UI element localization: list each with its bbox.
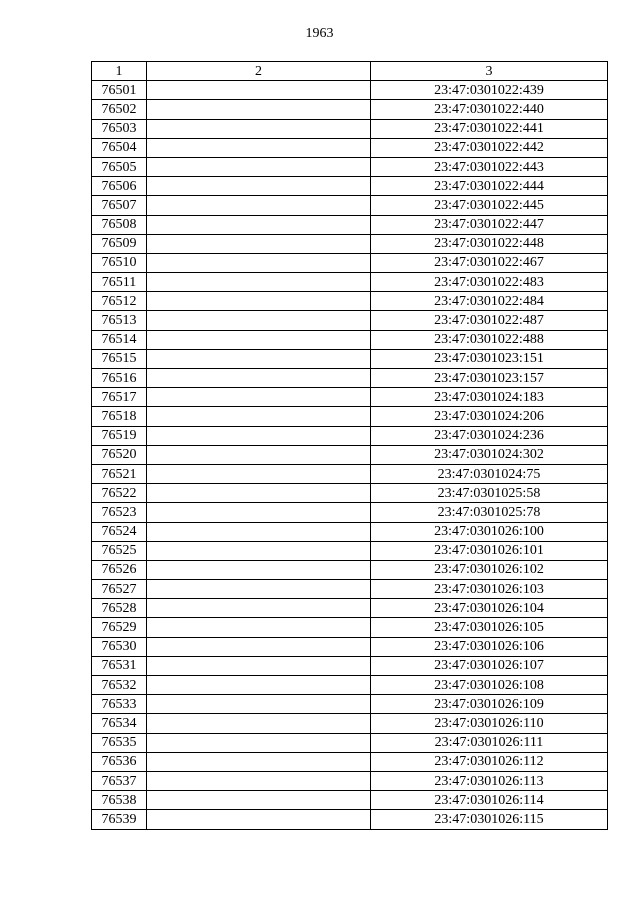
- row-number-cell: 76537: [92, 771, 147, 790]
- table-row: [92, 445, 608, 464]
- cadastral-number-cell: 23:47:0301023:157: [371, 369, 608, 388]
- empty-cell: [147, 215, 371, 234]
- empty-cell: [147, 791, 371, 810]
- cadastral-number-cell: 23:47:0301022:439: [371, 81, 608, 100]
- cadastral-number-cell: 23:47:0301022:488: [371, 330, 608, 349]
- column-header-3: 3: [371, 62, 608, 81]
- empty-cell: [147, 369, 371, 388]
- empty-cell: [147, 771, 371, 790]
- cadastral-number-cell: 23:47:0301026:104: [371, 599, 608, 618]
- table-row: [92, 369, 608, 388]
- cadastral-number-cell: 23:47:0301022:448: [371, 234, 608, 253]
- cadastral-number-cell: 23:47:0301026:112: [371, 752, 608, 771]
- cadastral-number-cell: 23:47:0301026:113: [371, 771, 608, 790]
- table-row: [92, 253, 608, 272]
- cadastral-number-cell: 23:47:0301024:236: [371, 426, 608, 445]
- table-row: [92, 522, 608, 541]
- cadastral-number-cell: 23:47:0301025:78: [371, 503, 608, 522]
- row-number-cell: 76517: [92, 388, 147, 407]
- page-number: 1963: [305, 26, 334, 41]
- cadastral-number-cell: 23:47:0301026:103: [371, 580, 608, 599]
- table-row: [92, 100, 608, 119]
- empty-cell: [147, 273, 371, 292]
- row-number-cell: 76516: [92, 369, 147, 388]
- row-number-cell: 76521: [92, 464, 147, 483]
- empty-cell: [147, 503, 371, 522]
- empty-cell: [147, 560, 371, 579]
- row-number-cell: 76534: [92, 714, 147, 733]
- table-row: [92, 791, 608, 810]
- empty-cell: [147, 388, 371, 407]
- empty-cell: [147, 618, 371, 637]
- empty-cell: [147, 810, 371, 829]
- cadastral-number-cell: 23:47:0301026:106: [371, 637, 608, 656]
- cadastral-number-cell: 23:47:0301022:487: [371, 311, 608, 330]
- table-row: [92, 580, 608, 599]
- row-number-cell: 76535: [92, 733, 147, 752]
- table-row: [92, 234, 608, 253]
- row-number-cell: 76532: [92, 676, 147, 695]
- empty-cell: [147, 157, 371, 176]
- table-row: [92, 599, 608, 618]
- empty-cell: [147, 292, 371, 311]
- cadastral-number-cell: 23:47:0301026:109: [371, 695, 608, 714]
- row-number-cell: 76509: [92, 234, 147, 253]
- table-row: [92, 407, 608, 426]
- row-number-cell: 76511: [92, 273, 147, 292]
- cadastral-number-cell: 23:47:0301022:447: [371, 215, 608, 234]
- empty-cell: [147, 656, 371, 675]
- table-row: [92, 426, 608, 445]
- table-row: [92, 752, 608, 771]
- table-row: [92, 292, 608, 311]
- row-number-cell: 76505: [92, 157, 147, 176]
- row-number-cell: 76536: [92, 752, 147, 771]
- table-row: [92, 656, 608, 675]
- table-row: [92, 714, 608, 733]
- row-number-cell: 76514: [92, 330, 147, 349]
- cadastral-number-cell: 23:47:0301026:114: [371, 791, 608, 810]
- cadastral-number-cell: 23:47:0301026:101: [371, 541, 608, 560]
- row-number-cell: 76527: [92, 580, 147, 599]
- empty-cell: [147, 407, 371, 426]
- row-number-cell: 76504: [92, 138, 147, 157]
- cadastral-number-cell: 23:47:0301022:441: [371, 119, 608, 138]
- row-number-cell: 76508: [92, 215, 147, 234]
- row-number-cell: 76502: [92, 100, 147, 119]
- empty-cell: [147, 253, 371, 272]
- empty-cell: [147, 234, 371, 253]
- row-number-cell: 76519: [92, 426, 147, 445]
- empty-cell: [147, 330, 371, 349]
- row-number-cell: 76515: [92, 349, 147, 368]
- column-header-1: 1: [92, 62, 147, 81]
- empty-cell: [147, 676, 371, 695]
- row-number-cell: 76531: [92, 656, 147, 675]
- cadastral-number-cell: 23:47:0301026:108: [371, 676, 608, 695]
- cadastral-number-cell: 23:47:0301022:467: [371, 253, 608, 272]
- table-row: [92, 464, 608, 483]
- table-row: [92, 177, 608, 196]
- empty-cell: [147, 752, 371, 771]
- table-row: [92, 733, 608, 752]
- cadastral-number-cell: 23:47:0301022:442: [371, 138, 608, 157]
- empty-cell: [147, 714, 371, 733]
- row-number-cell: 76501: [92, 81, 147, 100]
- row-number-cell: 76539: [92, 810, 147, 829]
- table-row: [92, 541, 608, 560]
- empty-cell: [147, 484, 371, 503]
- empty-cell: [147, 599, 371, 618]
- table-row: [92, 771, 608, 790]
- empty-cell: [147, 522, 371, 541]
- cadastral-number-cell: 23:47:0301022:445: [371, 196, 608, 215]
- cadastral-number-cell: 23:47:0301022:440: [371, 100, 608, 119]
- row-number-cell: 76529: [92, 618, 147, 637]
- table-body: [92, 81, 608, 829]
- empty-cell: [147, 445, 371, 464]
- empty-cell: [147, 311, 371, 330]
- table-row: [92, 349, 608, 368]
- cadastral-number-cell: 23:47:0301022:444: [371, 177, 608, 196]
- cadastral-number-cell: 23:47:0301026:107: [371, 656, 608, 675]
- row-number-cell: 76513: [92, 311, 147, 330]
- empty-cell: [147, 177, 371, 196]
- row-number-cell: 76522: [92, 484, 147, 503]
- empty-cell: [147, 733, 371, 752]
- empty-cell: [147, 349, 371, 368]
- cadastral-number-cell: 23:47:0301026:110: [371, 714, 608, 733]
- cadastral-number-cell: 23:47:0301022:484: [371, 292, 608, 311]
- empty-cell: [147, 196, 371, 215]
- table-row: [92, 695, 608, 714]
- cadastral-number-cell: 23:47:0301026:111: [371, 733, 608, 752]
- table-row: [92, 330, 608, 349]
- cadastral-number-cell: 23:47:0301024:206: [371, 407, 608, 426]
- empty-cell: [147, 541, 371, 560]
- row-number-cell: 76523: [92, 503, 147, 522]
- row-number-cell: 76524: [92, 522, 147, 541]
- row-number-cell: 76512: [92, 292, 147, 311]
- table-row: [92, 138, 608, 157]
- row-number-cell: 76510: [92, 253, 147, 272]
- table-row: [92, 810, 608, 829]
- empty-cell: [147, 81, 371, 100]
- cadastral-number-cell: 23:47:0301026:115: [371, 810, 608, 829]
- cadastral-number-cell: 23:47:0301024:183: [371, 388, 608, 407]
- table-row: [92, 388, 608, 407]
- table-row: [92, 157, 608, 176]
- row-number-cell: 76526: [92, 560, 147, 579]
- row-number-cell: 76503: [92, 119, 147, 138]
- cadastral-number-cell: 23:47:0301024:302: [371, 445, 608, 464]
- cadastral-number-cell: 23:47:0301025:58: [371, 484, 608, 503]
- row-number-cell: 76506: [92, 177, 147, 196]
- empty-cell: [147, 637, 371, 656]
- table-row: [92, 560, 608, 579]
- table-row: [92, 618, 608, 637]
- cadastral-number-cell: 23:47:0301026:100: [371, 522, 608, 541]
- registry-table: [91, 61, 608, 830]
- table-row: [92, 215, 608, 234]
- table-row: [92, 676, 608, 695]
- empty-cell: [147, 695, 371, 714]
- empty-cell: [147, 119, 371, 138]
- cadastral-number-cell: 23:47:0301022:483: [371, 273, 608, 292]
- table-row: [92, 637, 608, 656]
- row-number-cell: 76518: [92, 407, 147, 426]
- empty-cell: [147, 426, 371, 445]
- empty-cell: [147, 580, 371, 599]
- empty-cell: [147, 100, 371, 119]
- empty-cell: [147, 138, 371, 157]
- cadastral-number-cell: 23:47:0301026:102: [371, 560, 608, 579]
- row-number-cell: 76528: [92, 599, 147, 618]
- cadastral-number-cell: 23:47:0301026:105: [371, 618, 608, 637]
- table-row: [92, 503, 608, 522]
- row-number-cell: 76533: [92, 695, 147, 714]
- table-row: [92, 119, 608, 138]
- cadastral-number-cell: 23:47:0301022:443: [371, 157, 608, 176]
- row-number-cell: 76520: [92, 445, 147, 464]
- row-number-cell: 76538: [92, 791, 147, 810]
- column-header-2: 2: [147, 62, 371, 81]
- table-row: [92, 311, 608, 330]
- cadastral-number-cell: 23:47:0301023:151: [371, 349, 608, 368]
- table-header-row: [92, 62, 608, 81]
- table-row: [92, 484, 608, 503]
- empty-cell: [147, 464, 371, 483]
- cadastral-number-cell: 23:47:0301024:75: [371, 464, 608, 483]
- table-row: [92, 81, 608, 100]
- row-number-cell: 76530: [92, 637, 147, 656]
- row-number-cell: 76525: [92, 541, 147, 560]
- table-row: [92, 273, 608, 292]
- table-row: [92, 196, 608, 215]
- row-number-cell: 76507: [92, 196, 147, 215]
